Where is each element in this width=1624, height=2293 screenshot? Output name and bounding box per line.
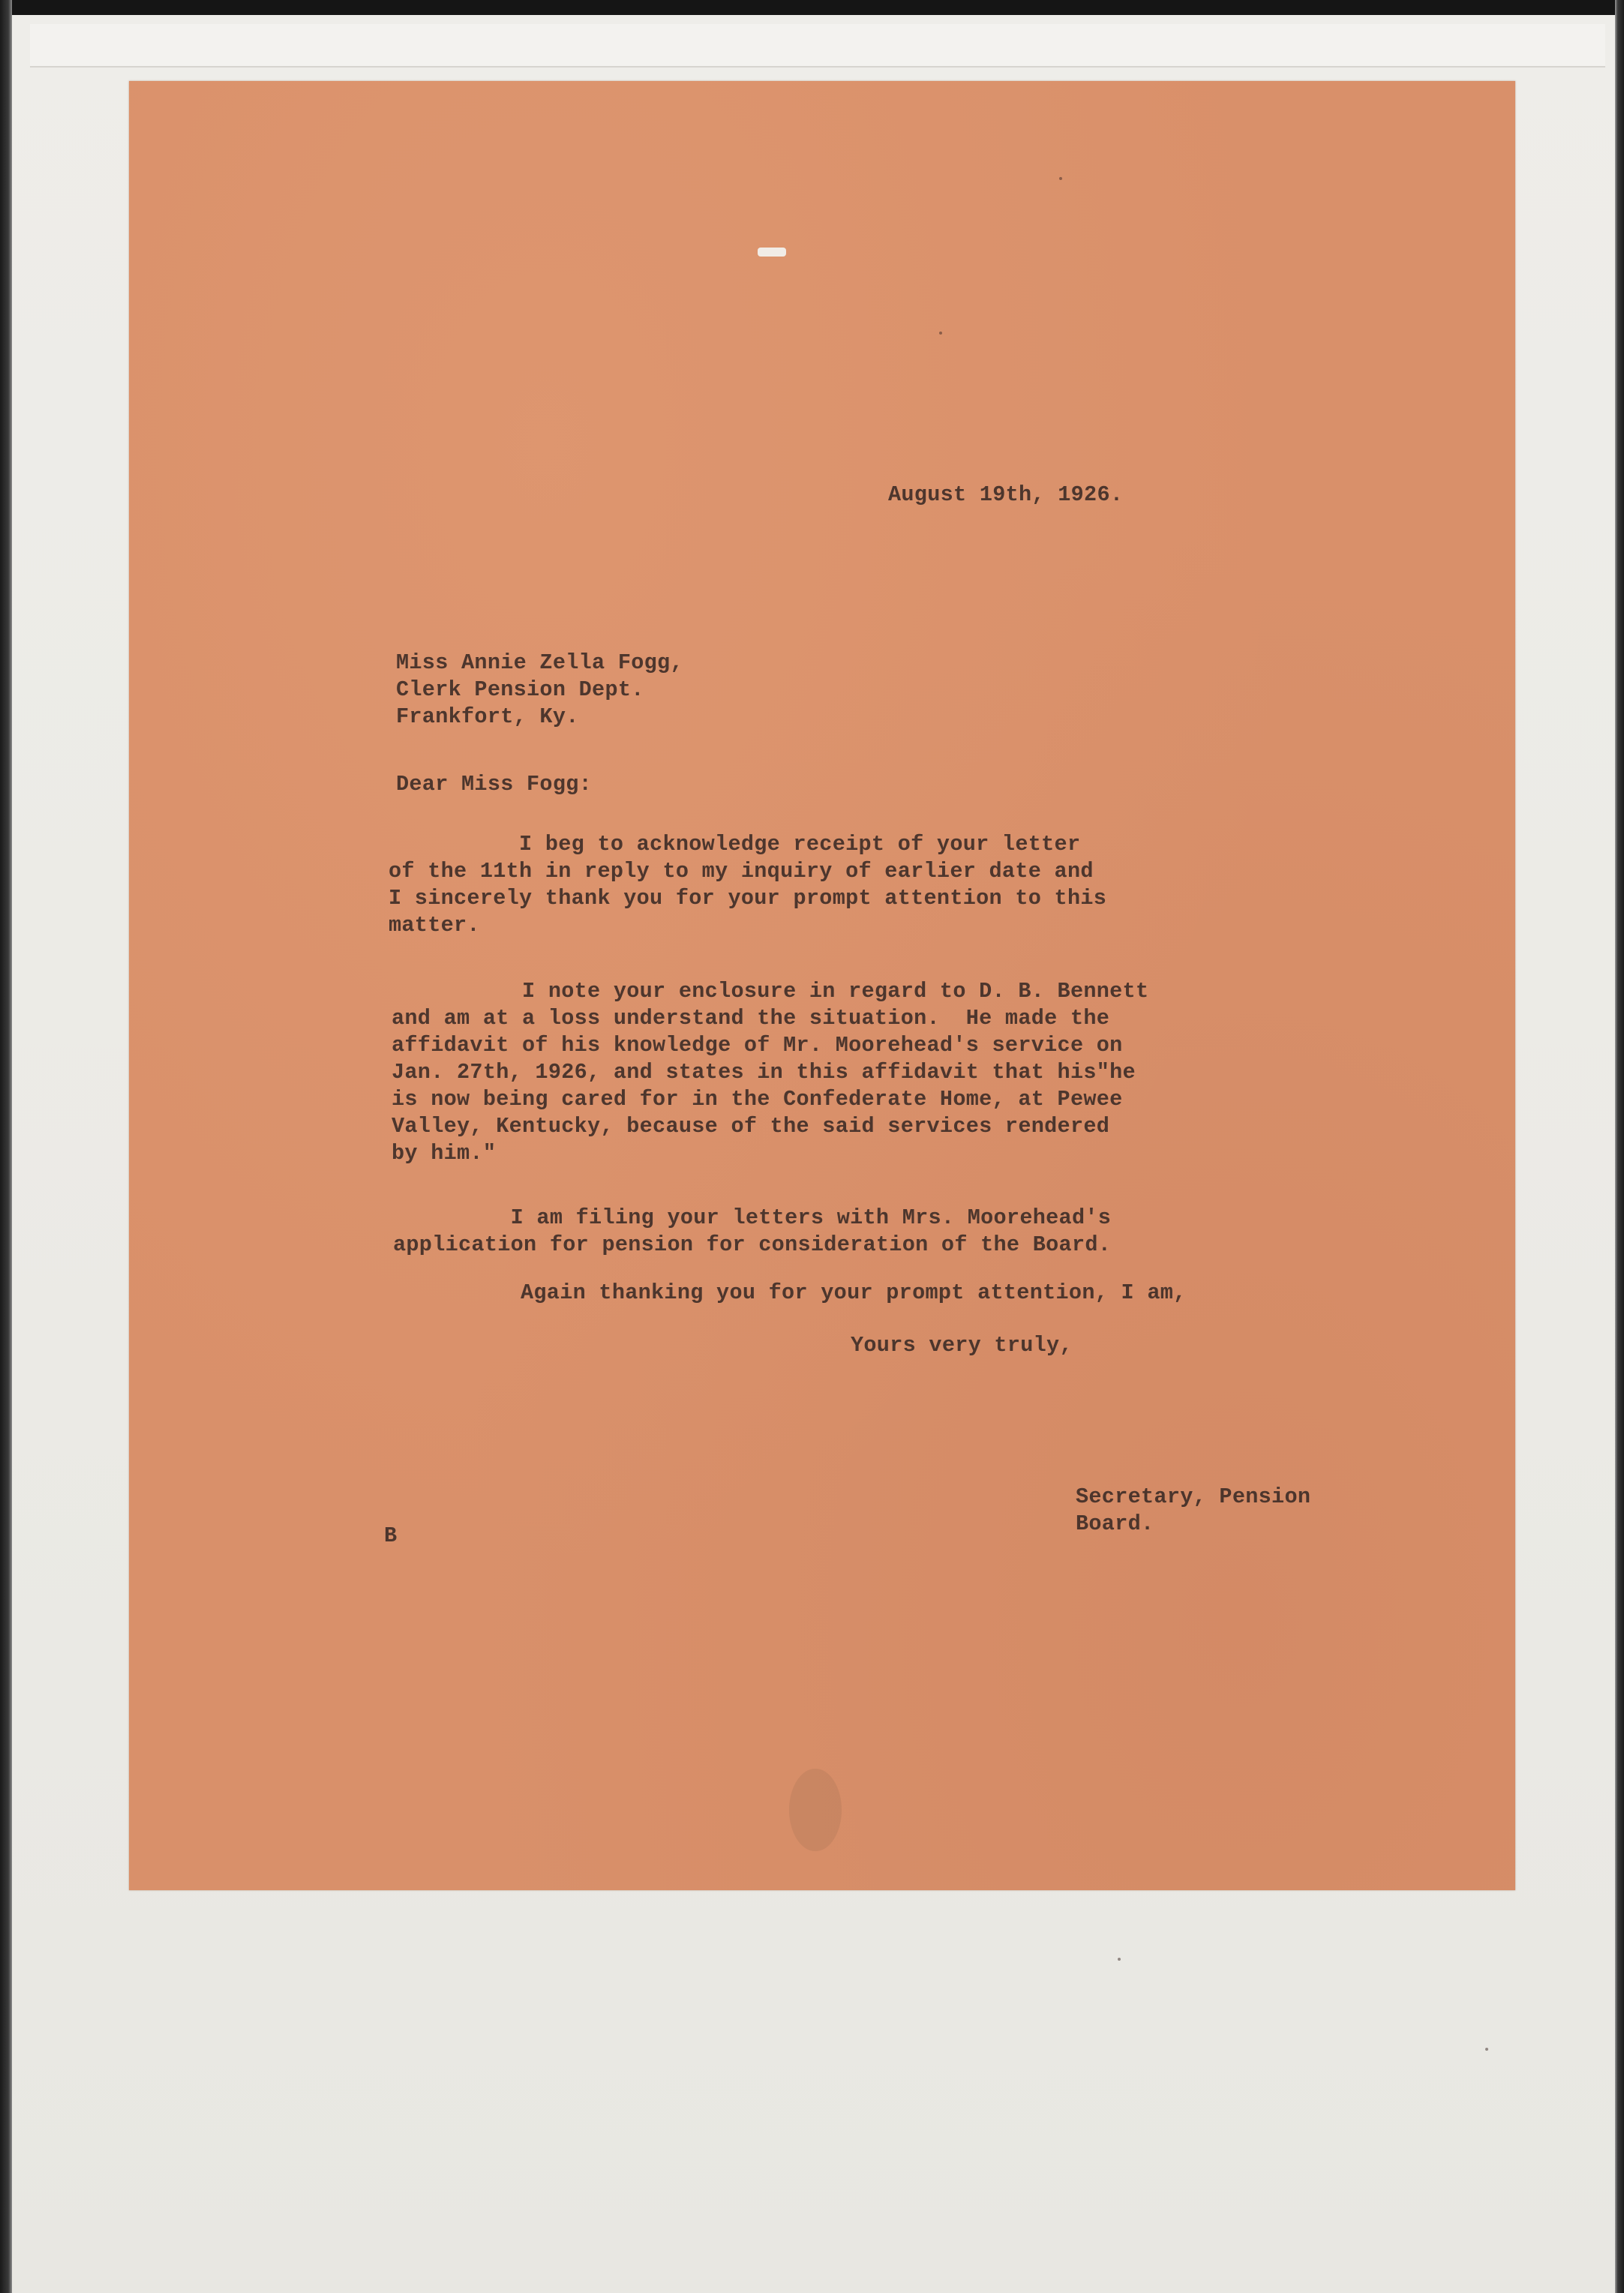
closing-line: Again thanking you for your prompt attention, I am,	[521, 1280, 1187, 1305]
scanner-edge-left	[0, 0, 12, 2293]
paper-strip	[30, 24, 1605, 68]
recipient-city: Frankfort, Ky.	[396, 704, 579, 729]
paragraph-line: Valley, Kentucky, because of the said services rendered	[392, 1114, 1110, 1139]
paragraph-line: I beg to acknowledge receipt of your letter	[389, 832, 1081, 857]
paragraph-line: Jan. 27th, 1926, and states in this affidavit that his"he	[392, 1060, 1136, 1085]
letter-sheet	[129, 81, 1515, 1890]
scan-speck	[1485, 2048, 1488, 2051]
scanner-edge-top	[0, 0, 1624, 15]
paper-speck	[1059, 177, 1062, 180]
paper-tear-mark	[758, 248, 786, 257]
valediction: Yours very truly,	[851, 1333, 1073, 1358]
letter-date: August 19th, 1926.	[888, 482, 1124, 507]
paragraph-line: application for pension for consideration of the Board.	[393, 1232, 1112, 1257]
paragraph-line: I am filing your letters with Mrs. Moorehead's	[393, 1205, 1112, 1230]
paragraph-line: of the 11th in reply to my inquiry of earlier date and	[389, 859, 1094, 884]
salutation: Dear Miss Fogg:	[396, 772, 593, 797]
paragraph-line: I note your enclosure in regard to D. B. Bennett	[392, 979, 1149, 1004]
paragraph-line: is now being cared for in the Confederate Home, at Pewee	[392, 1087, 1123, 1112]
recipient-name: Miss Annie Zella Fogg,	[396, 650, 683, 675]
signature-title: Secretary, Pension	[1076, 1484, 1311, 1509]
paper-speck	[939, 332, 942, 335]
paragraph-line: by him."	[392, 1141, 497, 1166]
recipient-title: Clerk Pension Dept.	[396, 677, 644, 702]
paragraph-line: and am at a loss understand the situation. He made the	[392, 1006, 1110, 1031]
scan-speck	[1118, 1958, 1121, 1961]
paragraph-line: affidavit of his knowledge of Mr. Moorehead's service on	[392, 1033, 1123, 1058]
signature-title-cont: Board.	[1076, 1511, 1154, 1536]
typist-initial: B	[384, 1523, 398, 1548]
paragraph-line: matter.	[389, 913, 480, 938]
paper-stain	[789, 1769, 842, 1851]
paragraph-line: I sincerely thank you for your prompt attention to this	[389, 886, 1107, 911]
scanner-edge-right	[1615, 0, 1624, 2293]
